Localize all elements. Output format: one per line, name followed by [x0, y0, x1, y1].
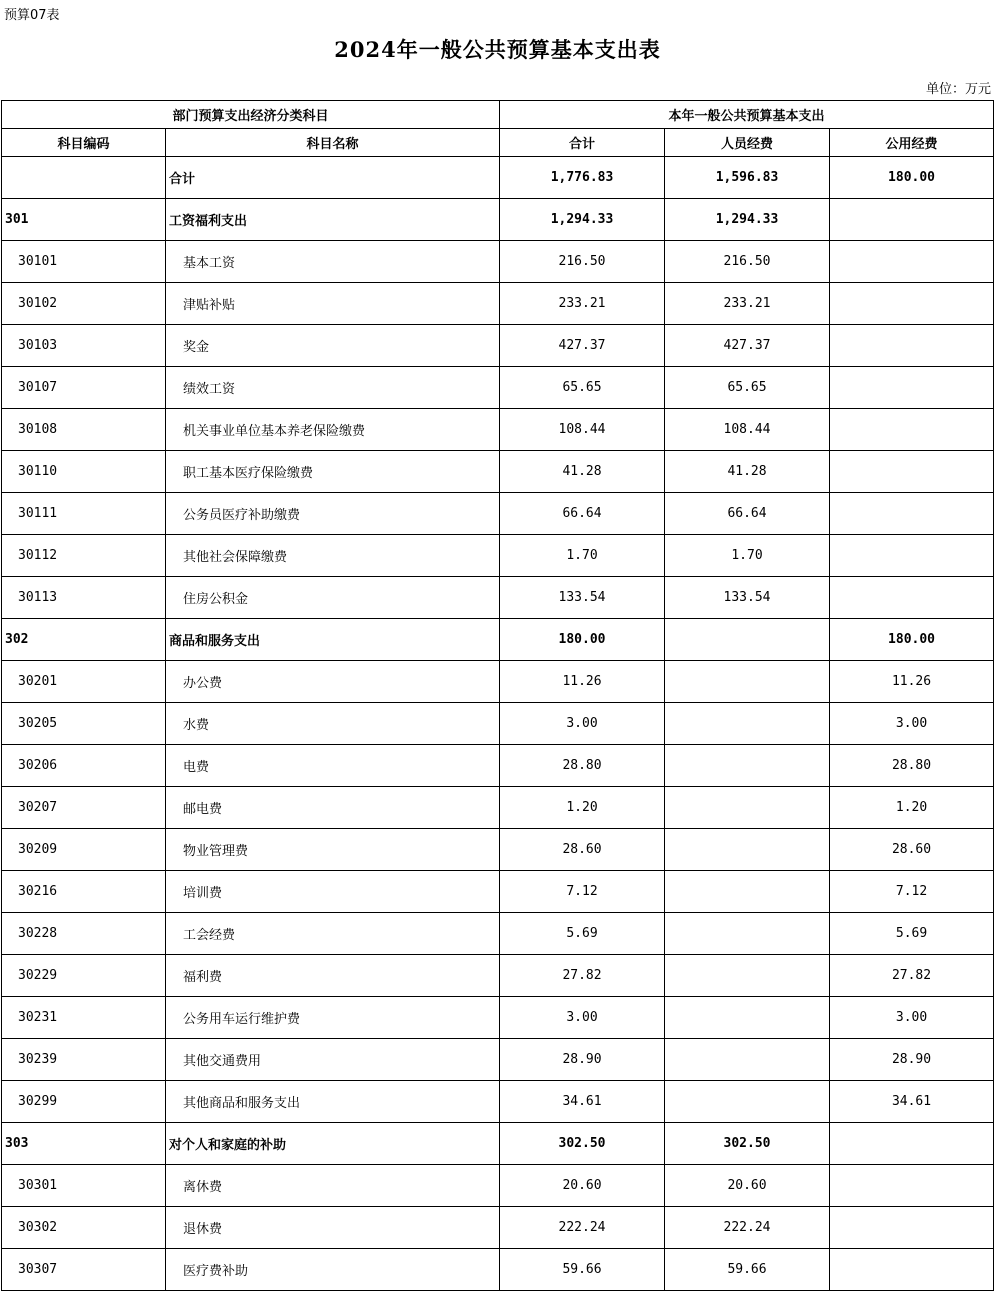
name-cell: 商品和服务支出	[166, 619, 500, 661]
table-body	[2, 157, 994, 1291]
code-cell: 302	[2, 619, 166, 661]
total-cell: 1,776.83	[500, 157, 665, 199]
personnel-cell: 302.50	[665, 1123, 830, 1165]
header-public: 公用经费	[830, 129, 994, 157]
header-column-row	[2, 129, 994, 157]
total-cell: 3.00	[500, 997, 665, 1039]
code-cell: 30307	[2, 1249, 166, 1291]
personnel-cell	[665, 661, 830, 703]
personnel-cell: 222.24	[665, 1207, 830, 1249]
name-cell: 职工基本医疗保险缴费	[166, 451, 500, 493]
personnel-cell: 1,596.83	[665, 157, 830, 199]
header-code: 科目编码	[2, 129, 166, 157]
budget-table	[1, 100, 994, 1291]
code-cell	[2, 157, 166, 199]
total-cell: 65.65	[500, 367, 665, 409]
personnel-cell	[665, 703, 830, 745]
table-row	[2, 535, 994, 577]
personnel-cell	[665, 787, 830, 829]
table-row	[2, 1039, 994, 1081]
table-row	[2, 1165, 994, 1207]
header-name: 科目名称	[166, 129, 500, 157]
name-cell: 办公费	[166, 661, 500, 703]
table-row	[2, 745, 994, 787]
personnel-cell	[665, 745, 830, 787]
code-cell: 30108	[2, 409, 166, 451]
public-cell	[830, 1123, 994, 1165]
name-cell: 水费	[166, 703, 500, 745]
personnel-cell: 1.70	[665, 535, 830, 577]
public-cell	[830, 283, 994, 325]
total-cell: 133.54	[500, 577, 665, 619]
table-row	[2, 241, 994, 283]
code-cell: 30113	[2, 577, 166, 619]
name-cell: 退休费	[166, 1207, 500, 1249]
public-cell	[830, 199, 994, 241]
public-cell	[830, 577, 994, 619]
code-cell: 303	[2, 1123, 166, 1165]
public-cell	[830, 241, 994, 283]
personnel-cell: 66.64	[665, 493, 830, 535]
table-row	[2, 577, 994, 619]
code-cell: 30201	[2, 661, 166, 703]
name-cell: 公务用车运行维护费	[166, 997, 500, 1039]
code-cell: 30206	[2, 745, 166, 787]
name-cell: 培训费	[166, 871, 500, 913]
personnel-cell	[665, 955, 830, 997]
code-cell: 30102	[2, 283, 166, 325]
public-cell: 3.00	[830, 997, 994, 1039]
public-cell: 5.69	[830, 913, 994, 955]
header-personnel: 人员经费	[665, 129, 830, 157]
code-cell: 30110	[2, 451, 166, 493]
total-cell: 302.50	[500, 1123, 665, 1165]
name-cell: 物业管理费	[166, 829, 500, 871]
name-cell: 住房公积金	[166, 577, 500, 619]
total-cell: 59.66	[500, 1249, 665, 1291]
total-cell: 1.20	[500, 787, 665, 829]
personnel-cell	[665, 1081, 830, 1123]
public-cell: 28.60	[830, 829, 994, 871]
personnel-cell: 20.60	[665, 1165, 830, 1207]
total-cell: 27.82	[500, 955, 665, 997]
header-group-row	[2, 101, 994, 129]
public-cell: 7.12	[830, 871, 994, 913]
public-cell	[830, 1207, 994, 1249]
personnel-cell: 41.28	[665, 451, 830, 493]
total-cell: 28.60	[500, 829, 665, 871]
table-row	[2, 325, 994, 367]
table-row	[2, 451, 994, 493]
table-row	[2, 703, 994, 745]
total-cell: 3.00	[500, 703, 665, 745]
public-cell: 180.00	[830, 157, 994, 199]
public-cell	[830, 409, 994, 451]
header-total: 合计	[500, 129, 665, 157]
name-cell: 其他交通费用	[166, 1039, 500, 1081]
total-cell: 1,294.33	[500, 199, 665, 241]
public-cell: 3.00	[830, 703, 994, 745]
personnel-cell	[665, 997, 830, 1039]
total-cell: 222.24	[500, 1207, 665, 1249]
personnel-cell	[665, 619, 830, 661]
code-cell: 30228	[2, 913, 166, 955]
total-cell: 41.28	[500, 451, 665, 493]
total-cell: 180.00	[500, 619, 665, 661]
code-cell: 30299	[2, 1081, 166, 1123]
personnel-cell: 233.21	[665, 283, 830, 325]
personnel-cell: 133.54	[665, 577, 830, 619]
personnel-cell	[665, 871, 830, 913]
total-cell: 34.61	[500, 1081, 665, 1123]
total-cell: 5.69	[500, 913, 665, 955]
name-cell: 福利费	[166, 955, 500, 997]
public-cell	[830, 1165, 994, 1207]
personnel-cell	[665, 1039, 830, 1081]
name-cell: 其他商品和服务支出	[166, 1081, 500, 1123]
table-row	[2, 871, 994, 913]
table-row	[2, 661, 994, 703]
name-cell: 离休费	[166, 1165, 500, 1207]
name-cell: 邮电费	[166, 787, 500, 829]
code-cell: 30207	[2, 787, 166, 829]
total-cell: 20.60	[500, 1165, 665, 1207]
name-cell: 津贴补贴	[166, 283, 500, 325]
public-cell	[830, 1249, 994, 1291]
total-cell: 28.80	[500, 745, 665, 787]
name-cell: 机关事业单位基本养老保险缴费	[166, 409, 500, 451]
table-row	[2, 367, 994, 409]
code-cell: 30107	[2, 367, 166, 409]
table-row	[2, 1249, 994, 1291]
code-cell: 30205	[2, 703, 166, 745]
name-cell: 公务员医疗补助缴费	[166, 493, 500, 535]
public-cell: 34.61	[830, 1081, 994, 1123]
code-cell: 30101	[2, 241, 166, 283]
code-cell: 30229	[2, 955, 166, 997]
code-cell: 30216	[2, 871, 166, 913]
unit-label: 单位：万元	[925, 82, 991, 97]
total-cell: 1.70	[500, 535, 665, 577]
public-cell	[830, 451, 994, 493]
total-cell: 66.64	[500, 493, 665, 535]
table-row	[2, 157, 994, 199]
table-row	[2, 1207, 994, 1249]
name-cell: 其他社会保障缴费	[166, 535, 500, 577]
page-title: 2024年一般公共预算基本支出表	[334, 37, 661, 62]
personnel-cell: 216.50	[665, 241, 830, 283]
code-cell: 30231	[2, 997, 166, 1039]
code-cell: 30301	[2, 1165, 166, 1207]
code-cell: 301	[2, 199, 166, 241]
personnel-cell: 108.44	[665, 409, 830, 451]
name-cell: 电费	[166, 745, 500, 787]
code-cell: 30111	[2, 493, 166, 535]
public-cell: 28.80	[830, 745, 994, 787]
code-cell: 30112	[2, 535, 166, 577]
personnel-cell	[665, 829, 830, 871]
name-cell: 工资福利支出	[166, 199, 500, 241]
table-row	[2, 1081, 994, 1123]
total-cell: 7.12	[500, 871, 665, 913]
table-row	[2, 283, 994, 325]
table-row	[2, 997, 994, 1039]
name-cell: 基本工资	[166, 241, 500, 283]
personnel-cell: 427.37	[665, 325, 830, 367]
total-cell: 233.21	[500, 283, 665, 325]
personnel-cell: 65.65	[665, 367, 830, 409]
public-cell: 28.90	[830, 1039, 994, 1081]
header-group-left: 部门预算支出经济分类科目	[2, 101, 500, 129]
public-cell	[830, 367, 994, 409]
table-row	[2, 1123, 994, 1165]
table-row	[2, 619, 994, 661]
header-group-right: 本年一般公共预算基本支出	[500, 101, 994, 129]
name-cell: 医疗费补助	[166, 1249, 500, 1291]
public-cell	[830, 535, 994, 577]
total-cell: 108.44	[500, 409, 665, 451]
table-row	[2, 955, 994, 997]
code-cell: 30209	[2, 829, 166, 871]
code-cell: 30302	[2, 1207, 166, 1249]
name-cell: 合计	[166, 157, 500, 199]
public-cell	[830, 493, 994, 535]
code-cell: 30239	[2, 1039, 166, 1081]
name-cell: 奖金	[166, 325, 500, 367]
table-row	[2, 829, 994, 871]
personnel-cell	[665, 913, 830, 955]
name-cell: 绩效工资	[166, 367, 500, 409]
name-cell: 对个人和家庭的补助	[166, 1123, 500, 1165]
table-row	[2, 493, 994, 535]
personnel-cell: 1,294.33	[665, 199, 830, 241]
name-cell: 工会经费	[166, 913, 500, 955]
total-cell: 216.50	[500, 241, 665, 283]
public-cell: 27.82	[830, 955, 994, 997]
public-cell: 1.20	[830, 787, 994, 829]
personnel-cell: 59.66	[665, 1249, 830, 1291]
public-cell	[830, 325, 994, 367]
table-row	[2, 199, 994, 241]
public-cell: 11.26	[830, 661, 994, 703]
table-row	[2, 409, 994, 451]
code-cell: 30103	[2, 325, 166, 367]
table-row	[2, 787, 994, 829]
total-cell: 28.90	[500, 1039, 665, 1081]
total-cell: 427.37	[500, 325, 665, 367]
form-number: 预算07表	[4, 8, 60, 23]
public-cell: 180.00	[830, 619, 994, 661]
table-row	[2, 913, 994, 955]
total-cell: 11.26	[500, 661, 665, 703]
